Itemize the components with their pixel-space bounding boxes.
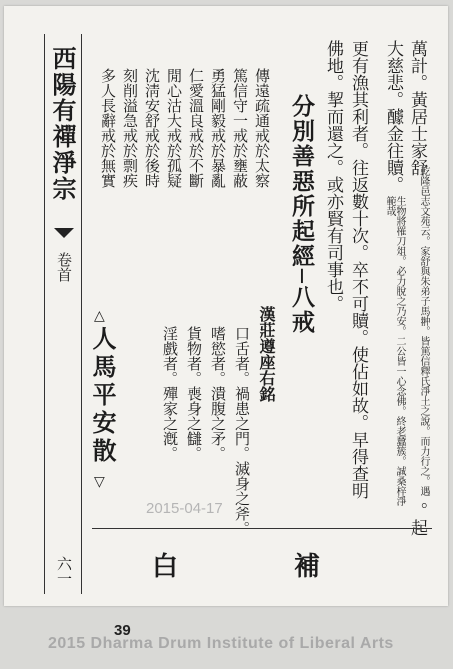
scan-number: 39 [114,622,131,639]
scanned-page [4,6,448,606]
inscription-line: 口舌者。禍患之門。滅身之斧。 [233,326,251,536]
warning-line: 閒心沽大戒於孤疑 [165,68,183,188]
text-column-1: 萬計。黃居士家舒 [407,40,427,176]
warning-line: 篤信守一戒於壅蔽 [231,68,249,188]
text-column-1-tail: 。起 [407,502,427,536]
copyright-watermark: 2015 Dharma Drum Institute of Liberal Arts [48,635,394,652]
advert-triangle-top-icon: △ [94,308,105,324]
warning-line: 仁愛溫良戒於不斷 [187,68,205,188]
title-arrow-icon [54,228,74,238]
bottom-box-right-label: 補 [294,552,321,582]
advert-triangle-bottom-icon: ▽ [94,474,105,490]
inscription-line: 嗜慾者。潰腹之矛。 [209,326,227,461]
page-number: 六一 [55,556,73,586]
warning-line: 刻削溢急戒於剽疾 [121,68,139,188]
bottom-box-left-label: 白 [152,552,179,582]
text-column-4: 佛地。挈而還之。或亦賢有司事也。 [323,40,343,312]
warning-line: 多人長辭戒於無實 [99,68,117,188]
text-column-1-note: 乾隆邑志文苑云。家舒與朱弟子馬翀。皆篤信釋氏淨土之說。而力行之。遇 [418,166,429,496]
warning-line: 傳遠疏通戒於太察 [253,68,271,188]
text-column-2-note: 生物將罹刀俎。必力脫之乃安。二公皆一心念佛。終老蠶簇。誠桑梓淨範哉 [384,196,405,506]
text-column-2: 大慈悲。醵金往贖。 [383,40,403,193]
inscription-line: 淫戲者。殫家之漑。 [161,326,179,461]
text-column-3: 更有漁其利者。往返數十次。卒不可贖。使佔如故。早得查明 [348,40,368,499]
sutra-heading: 分別善惡所起經─八戒 [288,94,315,335]
warning-line: 勇猛剛毅戒於暴亂 [209,68,227,188]
inscription-title: 漢莊遵座右銘 [257,306,276,402]
date-stamp: 2015-04-17 [146,500,223,517]
warning-line: 沈淸安舒戒於後時 [143,68,161,188]
inscription-line: 貨物者。喪身之讎。 [185,326,203,461]
volume-label: 卷首 [55,252,73,282]
bottom-box [92,528,432,603]
advert-text: 人馬平安散 [88,326,117,466]
book-title: 西陽有禪淨宗 [48,46,77,202]
